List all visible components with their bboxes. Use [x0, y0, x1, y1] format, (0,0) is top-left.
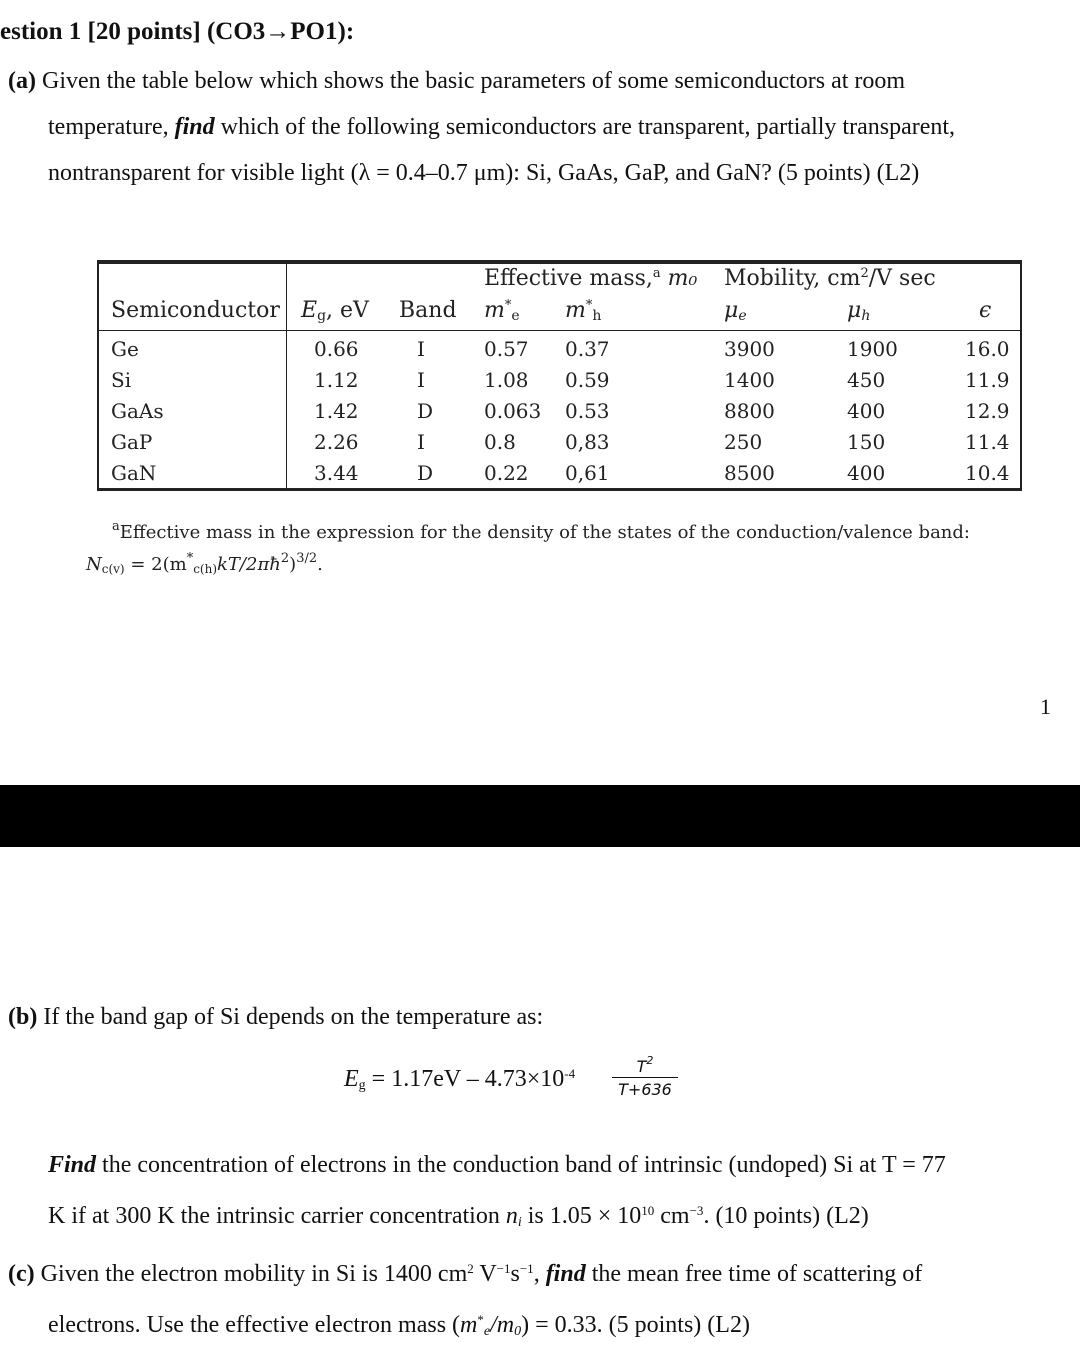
cell-name: GaN [111, 461, 157, 485]
group-header-mobility: Mobility, $cm^2/V$ sec [724, 266, 936, 291]
header-me: $m^*_e$ [484, 298, 520, 324]
cell-eg: 3.44 [314, 461, 359, 485]
part-a-text-3: nontransparent for visible light (λ = 0.4–0.7 μm): Si, GaAs, GaP, and GaN? (5 points) (L2) [48, 160, 920, 186]
cell-eg: 1.12 [314, 368, 359, 392]
header-eg: $E_g$, eV [301, 298, 369, 324]
part-a-text-2a: temperature, [48, 114, 175, 140]
footnote-line-2: $N_{c(v)}$ = $2(m^*_{c(h)}kT/2\pi ħ^2)^{3/2}$. [86, 551, 323, 576]
header-mh: $m^*_h$ [565, 298, 602, 324]
header-mu-h: $\mu_h$ [847, 298, 871, 324]
cell-muh: 450 [847, 368, 886, 392]
cell-eps: 11.4 [965, 430, 1010, 454]
cell-eps: 11.9 [965, 368, 1010, 392]
page-separator-bar [0, 785, 1080, 847]
cell-mue: 250 [724, 430, 763, 454]
header-epsilon: ϵ [979, 298, 992, 323]
cell-mh: 0,61 [565, 461, 610, 485]
part-a-paragraph [8, 58, 1068, 196]
cell-eps: 12.9 [965, 399, 1010, 423]
part-a-text-2b: which of the following semiconductors are transparent, partially transparent, [214, 114, 956, 140]
cell-muh: 400 [847, 399, 886, 423]
cell-mue: 3900 [724, 337, 775, 361]
cell-muh: 150 [847, 430, 886, 454]
footnote-line-1: Effective mass in the expression for the density of the states of the conduction/valence band: [119, 522, 970, 543]
header-mu-e: $\mu_e$ [724, 298, 747, 324]
cell-me: 0.57 [484, 337, 529, 361]
cell-mue: 8800 [724, 399, 775, 423]
table-footnote [86, 514, 1046, 582]
cell-eg: 1.42 [314, 399, 359, 423]
part-b-text-2: the concentration of electrons in the conduction band of intrinsic (undoped) Si at T = 77 [96, 1152, 946, 1178]
cell-me: 0.8 [484, 430, 516, 454]
cell-name: Ge [111, 337, 139, 361]
question-title: estion 1 [20 points] (CO3→PO1): [0, 18, 355, 45]
cell-band: I [417, 368, 425, 392]
cell-band: I [417, 337, 425, 361]
cell-band: D [417, 399, 434, 423]
part-b-label: (b) [8, 1004, 38, 1030]
part-a-text-1: Given the table below which shows the basic parameters of some semiconductors at room [35, 68, 906, 94]
part-b-text-3: K if at 300 K the intrinsic carrier concentration $n_i$ is $1.05 \times 10^{10}$ $cm^{-3}$. (10 points) (L2) [48, 1203, 869, 1230]
part-b-text: If the band gap of Si depends on the temperature as: [37, 1004, 544, 1030]
footnote-mark: a [112, 519, 120, 534]
part-a-find: find [174, 114, 215, 140]
cell-me: 1.08 [484, 368, 529, 392]
part-c-label: (c) [8, 1261, 35, 1287]
cell-muh: 1900 [847, 337, 898, 361]
cell-name: GaP [111, 430, 153, 454]
header-semiconductor: Semiconductor [111, 298, 280, 323]
cell-eg: 0.66 [314, 337, 359, 361]
part-b-intro [8, 1004, 543, 1031]
cell-name: GaAs [111, 399, 164, 423]
cell-band: I [417, 430, 425, 454]
cell-mue: 8500 [724, 461, 775, 485]
part-c-text-1: Given the electron mobility in Si is 1400 $cm^2$ $V^{-1}s^{-1}$, find the mean free time of scattering of [34, 1261, 923, 1287]
page-number: 1 [1040, 694, 1051, 719]
cell-me: 0.22 [484, 461, 529, 485]
cell-mh: 0,83 [565, 430, 610, 454]
part-a-label: (a) [8, 68, 36, 94]
group-header-effective-mass: Effective mass,$^a$ m₀ [484, 266, 698, 291]
semiconductor-parameter-table [97, 260, 1022, 491]
cell-mh: 0.53 [565, 399, 610, 423]
cell-mue: 1400 [724, 368, 775, 392]
cell-muh: 400 [847, 461, 886, 485]
cell-mh: 0.59 [565, 368, 610, 392]
cell-eps: 16.0 [965, 337, 1010, 361]
cell-me: 0.063 [484, 399, 542, 423]
cell-eg: 2.26 [314, 430, 359, 454]
part-b-c-paragraph [8, 1142, 1073, 1355]
header-band: Band [399, 298, 457, 323]
formula-fraction: $\frac{T^2}{T+636}$ [612, 1054, 678, 1099]
bandgap-formula: $E_g = 1.17eV - 4.73\times 10^{-4}$ $\frac{T^2}{T+636}$ [344, 1054, 704, 1114]
cell-band: D [417, 461, 434, 485]
part-c-text-2: electrons. Use the effective electron mass $(m^*_e/m_0) = 0.33$. (5 points) (L2) [48, 1312, 750, 1339]
cell-mh: 0.37 [565, 337, 610, 361]
cell-eps: 10.4 [965, 461, 1010, 485]
cell-name: Si [111, 368, 132, 392]
part-b-find: Find [48, 1152, 97, 1178]
